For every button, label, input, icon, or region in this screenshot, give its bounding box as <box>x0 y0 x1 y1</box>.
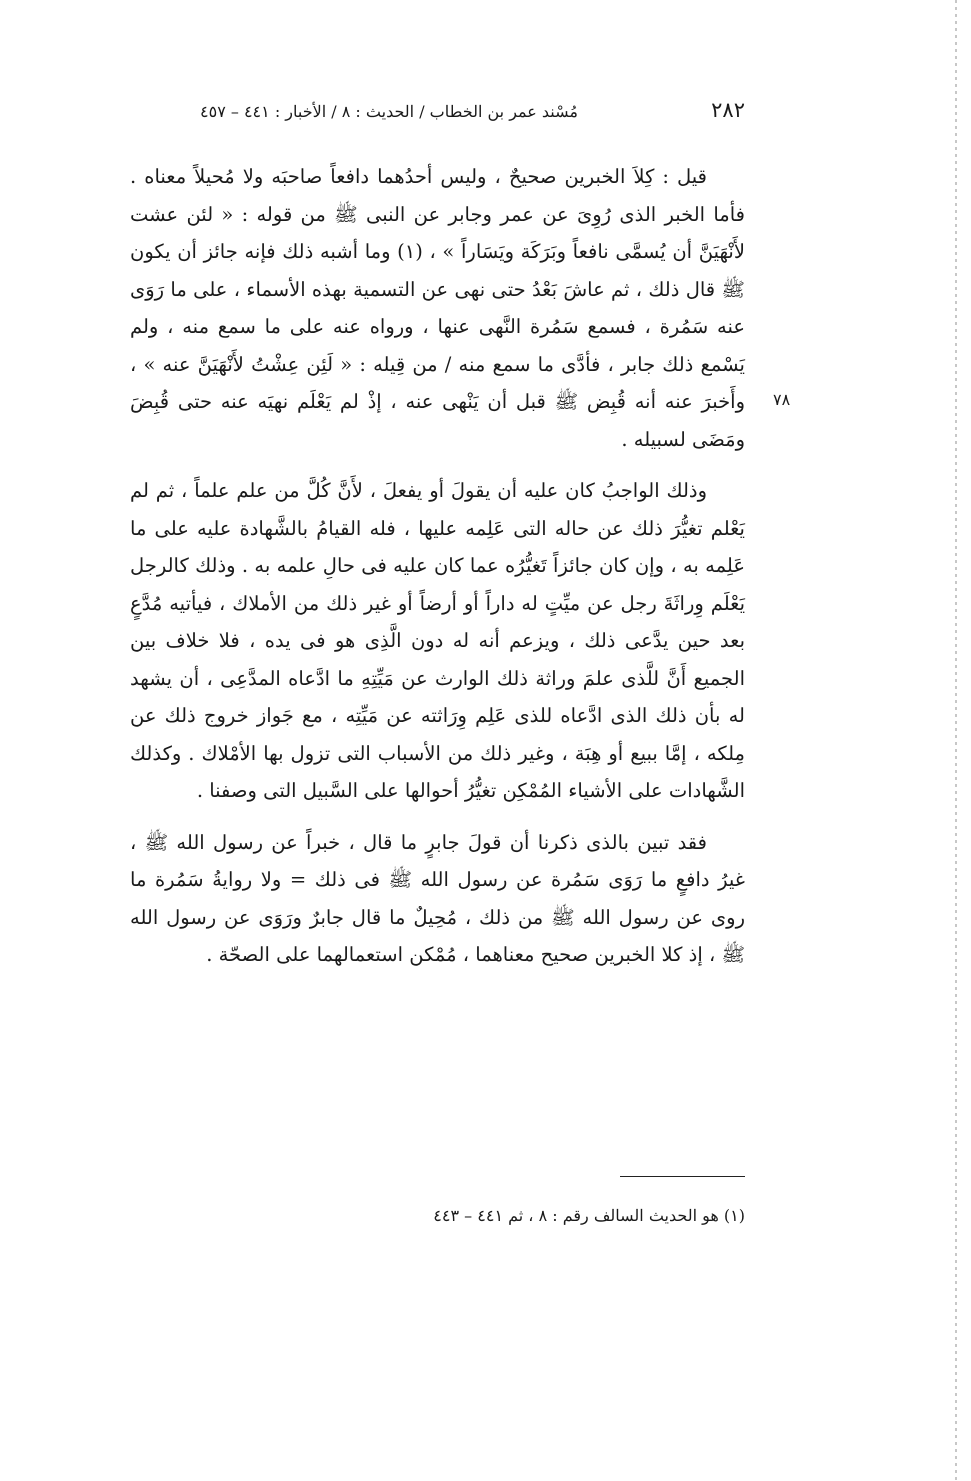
margin-number: ٧٨ <box>773 390 791 409</box>
paragraph-2: وذلك الواجبُ كان عليه أن يقولَ أو يفعلَ ، لأَنَّ كُلَّ من علم علماً ، ثم لم يَعْلم تغيُّرَ ذلك عن حاله التى عَلِمه عليها ، فله القيامُ بالشَّهادة عليه على ما عَلِمه به ، وإن كان جائزاً تَغيُّرُه عما كان عليه فى حالِ علمه به . وذلك كالرجل يَعْلَم وِراثَةَ رجل عن ميِّتٍ له داراً أو أرضاً أو غير ذلك من الأملاك ، فيأتيه مُدَّعٍ بعد حين يدَّعى ذلك ، ويزعم أنه له دون الَّذِى هو فى يده ، فلا خلاف بين الجميع أَنَّ للَّذى علمَ وراثة ذلك الوارث عن مَيِّتِهِ ما ادَّعاه المدَّعِى ، أن يشهد له بأن ذلك الذى ادَّعاه للذى عَلِم وِرَاثته عن مَيِّتِه ، مع جَواز خروج ذلك عن مِلكه ، إمَّا ببيع أو هِبَة ، وغير ذلك من الأسباب التى تزول بها الأمْلاك . وكذلك الشَّهادات على الأشياء المُمْكِن تغيُّرُ أحوالها على السَّبيل التى وصفنا . <box>130 479 745 802</box>
body-text <box>130 158 745 974</box>
page-number: ٢٨٢ <box>711 98 745 122</box>
scan-edge <box>955 0 957 1481</box>
page-header <box>200 98 745 132</box>
paragraph-1: قيل : كِلاَ الخبرين صحيحٌ ، وليس أحدُهما دافعاً صاحبَه ولا مُحيلاً معناه . فأما الخبر الذى رُوِىَ عن عمر وجابر عن النبى ﷺ من قوله : « لئن عشت لأَنْهَيَنَّ أن يُسمَّى نافعاً وبَرَكَة ويَسَاراً » ، (١) وما أشبه ذلك فإنه جائز أن يكون ﷺ قال ذلك ، ثم عاشَ بَعْدُ حتى نهى عن التسمية بهذه الأسماء ، على ما رَوَى عنه سَمُرة ، فسمع سَمُرة النَّهى عنها ، ورواه عنه على ما سمع منه ، ولم يَسْمع ذلك جابر ، فأدَّى ما سمع منه / من قِيله : « لَئِن عِشْتُ لأَنْهَيَنَّ عنه » ، وأَخبرَ عنه أنه قُبِض ﷺ قبل أن يَنْهى عنه ، إذْ لم يَعْلَم نهيَه عنه حتى قُبِضَ ومَضَى لسبيله . <box>130 165 745 451</box>
running-head: مُسْند عمر بن الخطاب / الحديث : ٨ / الأخبار : ٤٤١ – ٤٥٧ <box>200 102 578 121</box>
paragraph-3: فقد تبين بالذى ذكرنا أن قولَ جابرٍ ما قال ، خبراً عن رسول الله ﷺ ، غيرُ دافعٍ ما رَوَى سَمُرة عن رسول الله ﷺ فى ذلك = ولا روايةُ سَمُرة ما روى عن رسول الله ﷺ من ذلك ، مُحِيلٌ ما قال جابرٌ ورَوَى عن رسول الله ﷺ ، إذ كلا الخبرين صحيح معناهما ، مُمْكن استعمالهما على الصحّة . <box>130 830 745 966</box>
footnote-divider <box>620 1176 745 1177</box>
footnote: (١) هو الحديث السالف رقم : ٨ ، ثم ٤٤١ – ٤٤٣ <box>433 1206 745 1225</box>
